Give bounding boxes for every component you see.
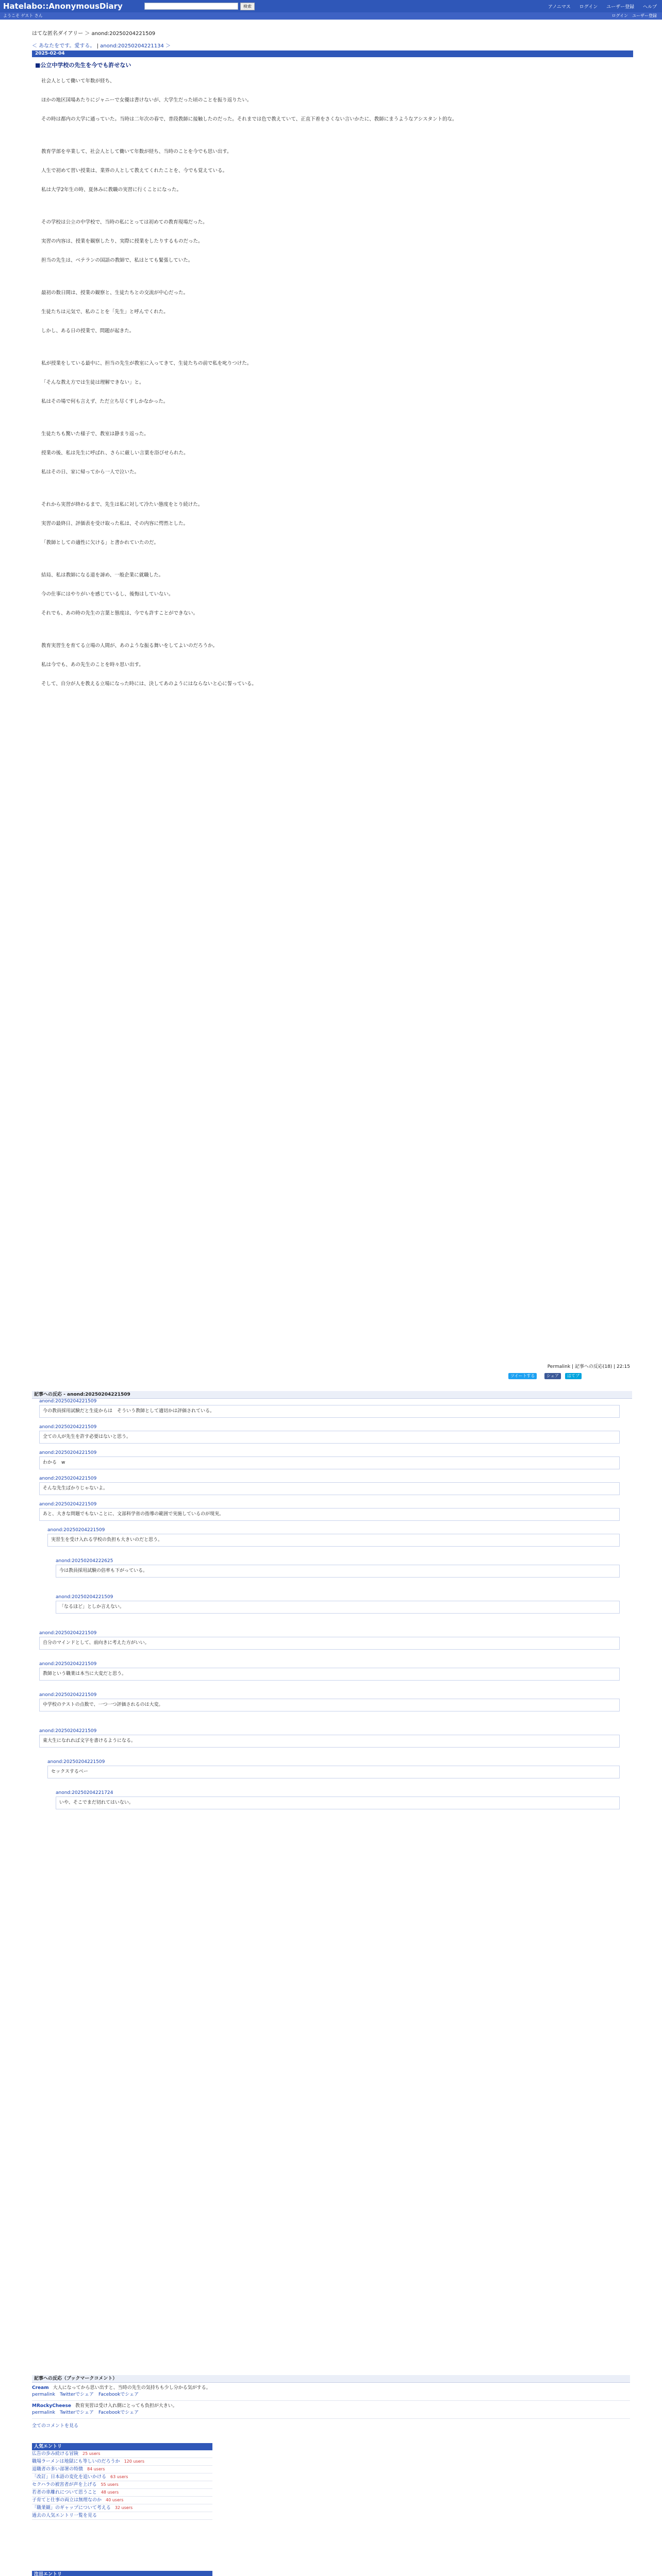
bookmark-comment [32, 2401, 630, 2419]
entry-paragraph: 授業の後、私は先生に呼ばれ、さらに厳しい言葉を浴びせられた。 [41, 450, 189, 456]
comment-id-link[interactable]: anond:20250204222625 [56, 1558, 113, 1564]
side-list-item-title[interactable]: 若者の車離れについて思うこと [32, 2490, 97, 2495]
bookmark-text: 大人になってから思い出すと、当時の先生の気持ちも少し分かる気がする。 [53, 2385, 211, 2391]
entry-paragraph: 教育学部を卒業して、社会人として働いて年数が経ち、当時のことを今でも思い出す。 [41, 149, 232, 155]
entry-paragraph: 私はその場で何も言えず、ただ立ち尽くすしかなかった。 [41, 399, 169, 404]
comment-item [39, 1450, 620, 1469]
comment-id-link[interactable]: anond:20250204221509 [39, 1399, 97, 1404]
header-link-0[interactable]: アノニマス [548, 5, 571, 10]
comment-id-link[interactable]: anond:20250204221509 [39, 1692, 97, 1698]
tweet-button[interactable]: ツイートする [508, 1373, 537, 1379]
sub-header [0, 12, 662, 20]
comment-item [56, 1790, 620, 1809]
side-list-item[interactable] [32, 2450, 212, 2458]
comment-id-link[interactable]: anond:20250204221509 [56, 1595, 113, 1600]
comment-text: 今の教員採用試験だと生徒からは そういう教師として適切かは評価されている。 [39, 1405, 620, 1418]
entry-paragraph: 私はその日、家に帰ってから一人で泣いた。 [41, 469, 140, 475]
comment-item [47, 1528, 620, 1547]
entry-paragraph: それから実習が終わるまで、先生は私に対して冷たい態度をとり続けた。 [41, 502, 203, 507]
entry-paragraph: それでも、あの時の先生の言葉と態度は、今でも許すことができない。 [41, 611, 198, 616]
side-list-item[interactable] [32, 2481, 212, 2489]
reactions-header: 記事への反応 - anond:20250204221509 [32, 1391, 632, 1399]
entry-body [41, 77, 619, 713]
bookmark-text: 教育実習は受け入れ側にとっても負担が大きい。 [75, 2403, 177, 2409]
side-list-item[interactable] [32, 2473, 212, 2481]
global-header [0, 0, 662, 12]
side-list-item-title[interactable]: 「改訂」日本語の変化を追いかける [32, 2475, 107, 2480]
comment-item [39, 1631, 620, 1650]
side-list-item-title[interactable]: 過去の人気エントリ一覧を見る [32, 2513, 97, 2518]
entry-paragraph: その時は都内の大学に通っていた。当時は二年次の春で、普段教師に接触したのだった。それまでは色で教えていて、正直下着をさくない言いかたに、教師にまうようなアシスタント的な。 [41, 116, 457, 122]
side-list-item-title[interactable]: セクハラの被害者が声を上げる [32, 2482, 97, 2487]
entry-paragraph: 実習の最終日、評価表を受け取った私は、その内容に愕然とした。 [41, 521, 189, 527]
prev-entry-link[interactable]: ＜ あなたをです。愛する。 [32, 43, 95, 49]
comment-text: わかる w [39, 1456, 620, 1469]
comment-text: あと、大きな問題でもないことに、文部科学省の指導の範囲で実施しているのが現実。 [39, 1508, 620, 1521]
comment-text: 今は教員採用試験の倍率も下がっている。 [56, 1565, 620, 1578]
side-list-item-users[interactable]: 84 users [87, 2467, 105, 2471]
entry-paragraph: 担当の先生は、ベテランの国語の教師で、私はとても緊張していた。 [41, 258, 193, 263]
side-list-item-users[interactable]: 55 users [101, 2482, 119, 2487]
side-list-item[interactable] [32, 2512, 212, 2520]
comment-item [39, 1425, 620, 1444]
comment-text: 教師という職業は本当に大変だと思う。 [39, 1668, 620, 1681]
entry-paragraph: 生徒たちも驚いた様子で、教室は静まり返った。 [41, 431, 149, 437]
side-list-item-users[interactable]: 40 users [106, 2498, 124, 2502]
comment-id-link[interactable]: anond:20250204221509 [39, 1631, 97, 1636]
comment-id-link[interactable]: anond:20250204221724 [56, 1790, 113, 1795]
entry-title[interactable]: ■公立中学校の先生を今でも許せない [35, 62, 131, 69]
comment-id-link[interactable]: anond:20250204221509 [39, 1425, 97, 1430]
entry-paragraph: 人生で初めて習い授業は、業界の人として教えてくれたことを、今でも覚えている。 [41, 168, 228, 174]
side-list-item-title[interactable]: 退職者の多い部署の特徴 [32, 2467, 84, 2472]
entry-paragraph: そして、自分が人を教える立場になった時には、決してあのようにはならないと心に誓っている。 [41, 681, 257, 687]
entry-paragraph: 私は大学2年生の時、夏休みに教職の実習に行くことになった。 [41, 187, 182, 193]
comment-text: 東大生になれれば文字を書けるようになる。 [39, 1735, 620, 1748]
header-links [541, 3, 657, 10]
entry-paragraph: 私は今でも、あの先生のことを時々思い出す。 [41, 662, 144, 668]
side-list-item-title[interactable]: 広告の歩み続ける冒険 [32, 2451, 79, 2456]
entry-date: 2025-02-04 [32, 50, 633, 57]
side-list-header: 注目エントリ [32, 2571, 212, 2576]
comment-item [47, 1759, 620, 1778]
bookmark-meta[interactable]: permalink Twitterでシェア Facebookでシェア [32, 2410, 139, 2415]
bookmark-user[interactable]: MRockyCheese [32, 2403, 71, 2409]
search-input[interactable] [144, 3, 238, 10]
comment-item [39, 1476, 620, 1495]
comment-id-link[interactable]: anond:20250204221509 [39, 1502, 97, 1507]
side-list-item[interactable] [32, 2466, 212, 2473]
side-list-item-title[interactable]: 子育てと仕事の両立は無理なのか [32, 2498, 102, 2503]
entry-paragraph: 教育実習生を育てる立場の人間が、あのような振る舞いをしてよいのだろうか。 [41, 643, 218, 649]
comment-text: 実習生を受け入れる学校の負担も大きいのだと思う。 [47, 1534, 620, 1547]
next-entry-link[interactable]: anond:20250204221134 ＞ [100, 43, 171, 49]
facebook-share-button[interactable]: シェア [544, 1373, 561, 1379]
comment-text: いや、そこでまだ切れてはいない。 [56, 1797, 620, 1809]
side-list-item-title[interactable]: 職場ラーメンは地獄にも等しいのだろうか [32, 2459, 120, 2464]
entry-paragraph: 「教師としての適性に欠ける」と書かれていたのだ。 [41, 540, 159, 546]
entry-paragraph: 最初の数日間は、授業の観察と、生徒たちとの交流が中心だった。 [41, 290, 189, 296]
entry-paragraph: 社会人として働いて年数が経ち、 [41, 78, 115, 84]
site-logo[interactable]: Hatelabo::AnonymousDiary [3, 2, 123, 11]
entry-paragraph: しかし、ある日の授業で、問題が起きた。 [41, 328, 135, 334]
entry-paragraph: 結局、私は教師になる道を諦め、一般企業に就職した。 [41, 572, 164, 578]
comment-text: 中学校のテストの点数で、一つ一つ評価されるのは大変。 [39, 1699, 620, 1711]
side-list-item[interactable] [32, 2504, 212, 2512]
hatebu-button[interactable]: はてブ [565, 1373, 582, 1379]
welcome-text: ようこそ ゲスト さん [3, 13, 43, 18]
comment-text: セックスするべー [47, 1766, 620, 1778]
header-link-2[interactable]: ユーザー登録 [606, 5, 635, 10]
bookmark-user[interactable]: Cream [32, 2385, 49, 2391]
comment-item [56, 1595, 620, 1614]
side-list-header: 人気エントリ [32, 2443, 212, 2450]
comment-item [39, 1692, 620, 1711]
comment-text: 自分のマインドとして、前向きに考えた方がいい。 [39, 1637, 620, 1650]
side-list-item-users[interactable]: 25 users [82, 2451, 101, 2456]
header-link-3[interactable]: ヘルプ [642, 5, 657, 10]
side-list-item-users[interactable]: 63 users [110, 2475, 128, 2479]
comment-text: 「なるほど」としか言えない。 [56, 1601, 620, 1614]
comment-id-link[interactable]: anond:20250204221509 [39, 1476, 97, 1481]
entry-paragraph: 今の仕事にはやりがいを感じているし、後悔はしていない。 [41, 591, 174, 597]
bookmark-meta[interactable]: permalink Twitterでシェア Facebookでシェア [32, 2392, 139, 2397]
comment-item [39, 1662, 620, 1681]
comment-text: 全ての人が先生を許す必要はないと思う。 [39, 1431, 620, 1444]
comment-id-link[interactable]: anond:20250204221509 [47, 1759, 105, 1765]
comment-text: そんな先生ばかりじゃないよ。 [39, 1482, 620, 1495]
bookmark-comment [32, 2383, 630, 2401]
comment-id-link[interactable]: anond:20250204221509 [39, 1662, 97, 1667]
comment-id-link[interactable]: anond:20250204221509 [47, 1528, 105, 1533]
entry-nav: ＜ あなたをです。愛する。 | anond:20250204221134 ＞ [32, 43, 171, 49]
side-list-item-users[interactable]: 120 users [124, 2459, 144, 2464]
bookmark-comments [32, 2375, 630, 2429]
comment-item [39, 1502, 620, 1521]
side-list [32, 2571, 212, 2576]
entry-footer[interactable]: Permalink | 記事への反応(18) | 22:15 [547, 1364, 630, 1369]
more-comments-link[interactable]: 全てのコメントを見る [32, 2424, 79, 2429]
comment-id-link[interactable]: anond:20250204221509 [39, 1728, 97, 1734]
comment-item [39, 1728, 620, 1748]
side-list-item-users[interactable]: 48 users [101, 2490, 119, 2495]
entry-paragraph: その学校は公立の中学校で、当時の私にとっては初めての教育現場だった。 [41, 219, 208, 225]
comment-id-link[interactable]: anond:20250204221509 [39, 1450, 97, 1455]
side-list-item[interactable] [32, 2497, 212, 2504]
breadcrumb[interactable]: はてな匿名ダイアリー ＞ anond:20250204221509 [32, 31, 156, 37]
side-list-item-title[interactable]: 「職業観」のギャップについて考える [32, 2505, 111, 2511]
entry-paragraph: ほかの地区国場あたりにジャニーで女優は書けないが、大学生だった頃のことを振り返りたい。 [41, 97, 252, 103]
comment-item [39, 1399, 620, 1418]
side-list-item[interactable] [32, 2489, 212, 2497]
entry-paragraph: 「そんな教え方では生徒は理解できない」と。 [41, 380, 144, 385]
entry-paragraph: 生徒たちは元気で、私のことを「先生」と呼んでくれた。 [41, 309, 169, 315]
login-links[interactable]: ログイン ユーザー登録 [611, 13, 657, 18]
side-list [32, 2443, 212, 2520]
side-list-item[interactable] [32, 2458, 212, 2466]
bookmark-comments-header: 記事への反応（ブックマークコメント） [32, 2375, 630, 2383]
side-list-item-users[interactable]: 32 users [114, 2505, 133, 2510]
header-link-1[interactable]: ログイン [579, 5, 598, 10]
comment-item [56, 1558, 620, 1578]
entry-paragraph: 私が授業をしている最中に、担当の先生が教室に入ってきて、生徒たちの前で私を叱りつけた。 [41, 361, 252, 366]
entry-paragraph: 実習の内容は、授業を観察したり、実際に授業をしたりするものだった。 [41, 239, 203, 244]
search-button[interactable]: 検索 [240, 3, 255, 10]
